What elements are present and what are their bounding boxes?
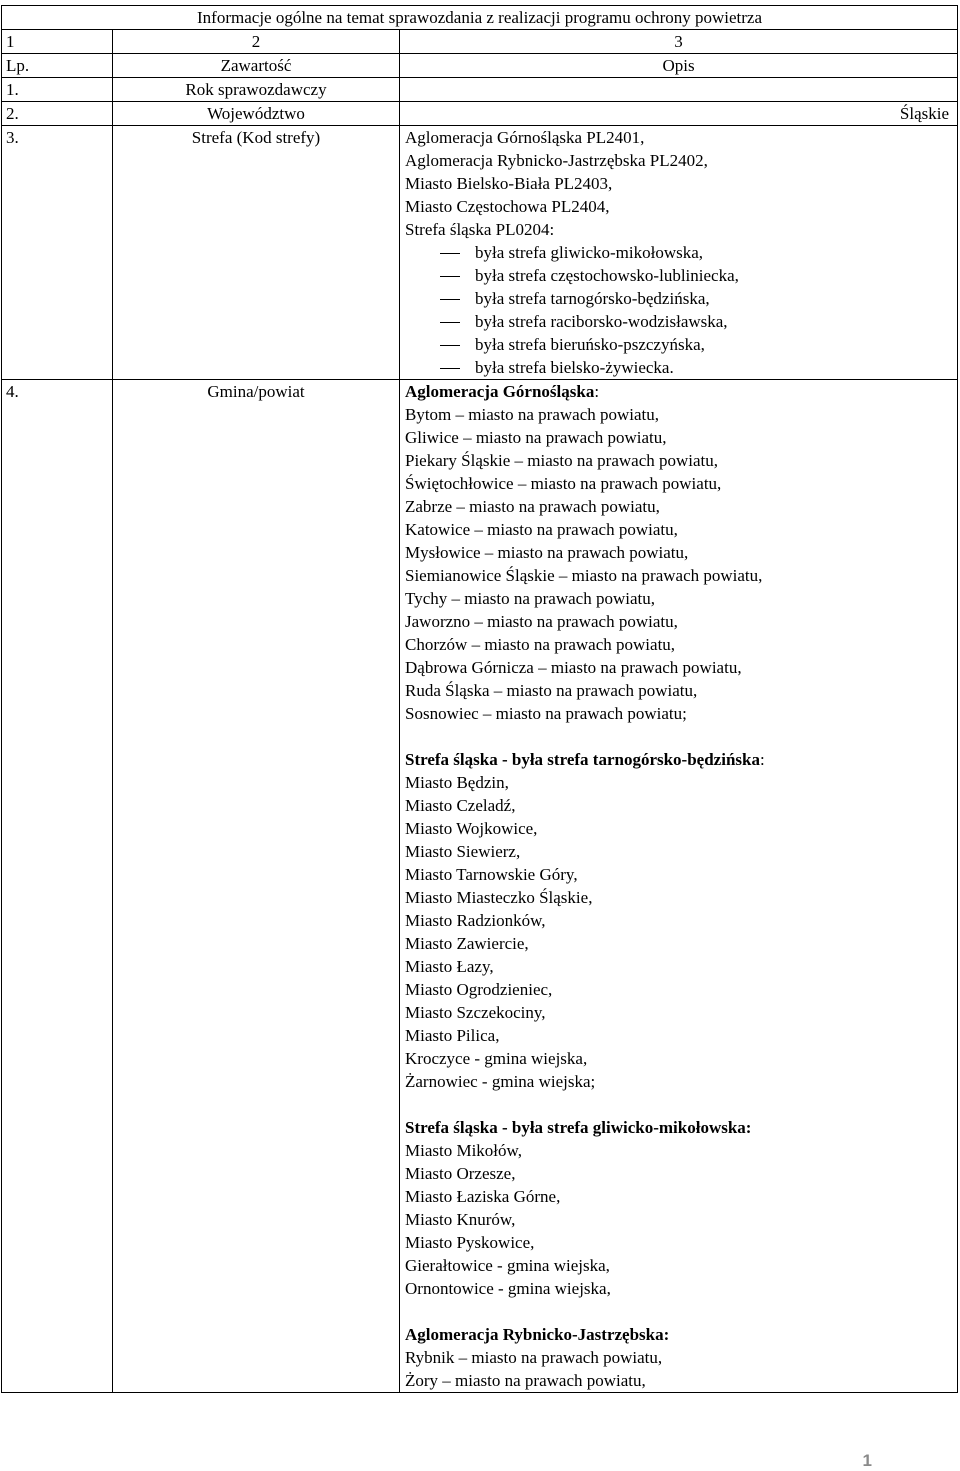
- dash-bullet-icon: [440, 322, 460, 323]
- row-label: Województwo: [113, 102, 400, 126]
- municipality-group: [405, 380, 957, 725]
- list-item: Rybnik – miasto na prawach powiatu,: [405, 1348, 663, 1367]
- row-number: 2.: [2, 102, 113, 126]
- list-item: Miasto Wojkowice,: [405, 819, 538, 838]
- row-value: Śląskie: [400, 102, 958, 126]
- table-title: Informacje ogólne na temat sprawozdania z realizacji programu ochrony powietrza: [2, 6, 958, 30]
- subzone-item: była strefa gliwicko-mikołowska,: [405, 241, 957, 264]
- municipality-list: [400, 380, 958, 1393]
- group-spacer: [405, 1093, 957, 1116]
- list-item: Miasto Będzin,: [405, 773, 509, 792]
- list-item: Chorzów – miasto na prawach powiatu,: [405, 635, 676, 654]
- zone-line: Aglomeracja Górnośląska PL2401,: [405, 128, 645, 147]
- list-item: Mysłowice – miasto na prawach powiatu,: [405, 543, 689, 562]
- list-item: Miasto Mikołów,: [405, 1141, 522, 1160]
- list-item: Żarnowiec - gmina wiejska;: [405, 1072, 596, 1091]
- zone-list: [400, 126, 958, 380]
- list-item: Katowice – miasto na prawach powiatu,: [405, 520, 678, 539]
- list-item: Miasto Łaziska Górne,: [405, 1187, 561, 1206]
- group-heading: Aglomeracja Rybnicko-Jastrzębska:: [405, 1325, 670, 1344]
- list-item: Miasto Pyskowice,: [405, 1233, 535, 1252]
- row-value: [400, 78, 958, 102]
- list-item: Miasto Tarnowskie Góry,: [405, 865, 578, 884]
- municipality-group: [405, 1116, 957, 1300]
- group-heading: Strefa śląska - była strefa gliwicko-mikołowska:: [405, 1118, 752, 1137]
- row-label: Rok sprawozdawczy: [113, 78, 400, 102]
- table-row: [2, 126, 958, 380]
- table-title-row: [2, 6, 958, 30]
- list-item: Tychy – miasto na prawach powiatu,: [405, 589, 655, 608]
- header-description: Opis: [400, 54, 958, 78]
- list-item: Gierałtowice - gmina wiejska,: [405, 1256, 610, 1275]
- header-row: [2, 54, 958, 78]
- list-item: Sosnowiec – miasto na prawach powiatu;: [405, 704, 687, 723]
- row-number: 4.: [2, 380, 113, 1393]
- row-number: 3.: [2, 126, 113, 380]
- list-item: Miasto Knurów,: [405, 1210, 516, 1229]
- column-number-row: [2, 30, 958, 54]
- header-lp: Lp.: [2, 54, 113, 78]
- header-content: Zawartość: [113, 54, 400, 78]
- list-item: Miasto Zawiercie,: [405, 934, 529, 953]
- list-item: Dąbrowa Górnicza – miasto na prawach powiatu,: [405, 658, 742, 677]
- list-item: Bytom – miasto na prawach powiatu,: [405, 405, 660, 424]
- table-row: [2, 102, 958, 126]
- list-item: Miasto Pilica,: [405, 1026, 500, 1045]
- row-number: 1.: [2, 78, 113, 102]
- zone-line: Strefa śląska PL0204:: [405, 220, 555, 239]
- list-item: Miasto Ogrodzieniec,: [405, 980, 553, 999]
- list-item: Żory – miasto na prawach powiatu,: [405, 1371, 646, 1390]
- zone-line: Miasto Częstochowa PL2404,: [405, 197, 610, 216]
- list-item: Miasto Radzionków,: [405, 911, 546, 930]
- column-number-3: 3: [400, 30, 958, 54]
- group-spacer: [405, 725, 957, 748]
- list-item: Kroczyce - gmina wiejska,: [405, 1049, 588, 1068]
- subzone-item: była strefa tarnogórsko-będzińska,: [405, 287, 957, 310]
- subzone-item: była strefa bieruńsko-pszczyńska,: [405, 333, 957, 356]
- row-label: Strefa (Kod strefy): [113, 126, 400, 380]
- zone-line: Miasto Bielsko-Biała PL2403,: [405, 174, 613, 193]
- dash-bullet-icon: [440, 276, 460, 277]
- list-item: Gliwice – miasto na prawach powiatu,: [405, 428, 667, 447]
- table-row: [2, 78, 958, 102]
- group-heading: Strefa śląska - była strefa tarnogórsko-będzińska:: [405, 750, 765, 769]
- group-spacer: [405, 1300, 957, 1323]
- dash-bullet-icon: [440, 368, 460, 369]
- group-heading: Aglomeracja Górnośląska:: [405, 382, 600, 401]
- report-info-table: [1, 5, 958, 1393]
- list-item: Zabrze – miasto na prawach powiatu,: [405, 497, 660, 516]
- list-item: Ruda Śląska – miasto na prawach powiatu,: [405, 681, 698, 700]
- subzone-item: była strefa bielsko-żywiecka.: [405, 356, 957, 379]
- column-number-1: 1: [2, 30, 113, 54]
- dash-bullet-icon: [440, 345, 460, 346]
- list-item: Miasto Czeladź,: [405, 796, 516, 815]
- list-item: Miasto Orzesze,: [405, 1164, 516, 1183]
- list-item: Miasto Łazy,: [405, 957, 494, 976]
- column-number-2: 2: [113, 30, 400, 54]
- list-item: Miasto Siewierz,: [405, 842, 521, 861]
- list-item: Ornontowice - gmina wiejska,: [405, 1279, 611, 1298]
- list-item: Świętochłowice – miasto na prawach powiatu,: [405, 474, 722, 493]
- municipality-group: [405, 1323, 957, 1392]
- zone-line: Aglomeracja Rybnicko-Jastrzębska PL2402,: [405, 151, 708, 170]
- subzone-item: była strefa raciborsko-wodzisławska,: [405, 310, 957, 333]
- list-item: Miasto Szczekociny,: [405, 1003, 546, 1022]
- subzone-item: była strefa częstochowsko-lubliniecka,: [405, 264, 957, 287]
- list-item: Jaworzno – miasto na prawach powiatu,: [405, 612, 678, 631]
- dash-bullet-icon: [440, 253, 460, 254]
- row-label: Gmina/powiat: [113, 380, 400, 1393]
- municipality-group: [405, 748, 957, 1093]
- page-number: 1: [862, 1451, 872, 1470]
- list-item: Miasto Miasteczko Śląskie,: [405, 888, 593, 907]
- list-item: Piekary Śląskie – miasto na prawach powiatu,: [405, 451, 719, 470]
- dash-bullet-icon: [440, 299, 460, 300]
- table-row: [2, 380, 958, 1393]
- list-item: Siemianowice Śląskie – miasto na prawach powiatu,: [405, 566, 763, 585]
